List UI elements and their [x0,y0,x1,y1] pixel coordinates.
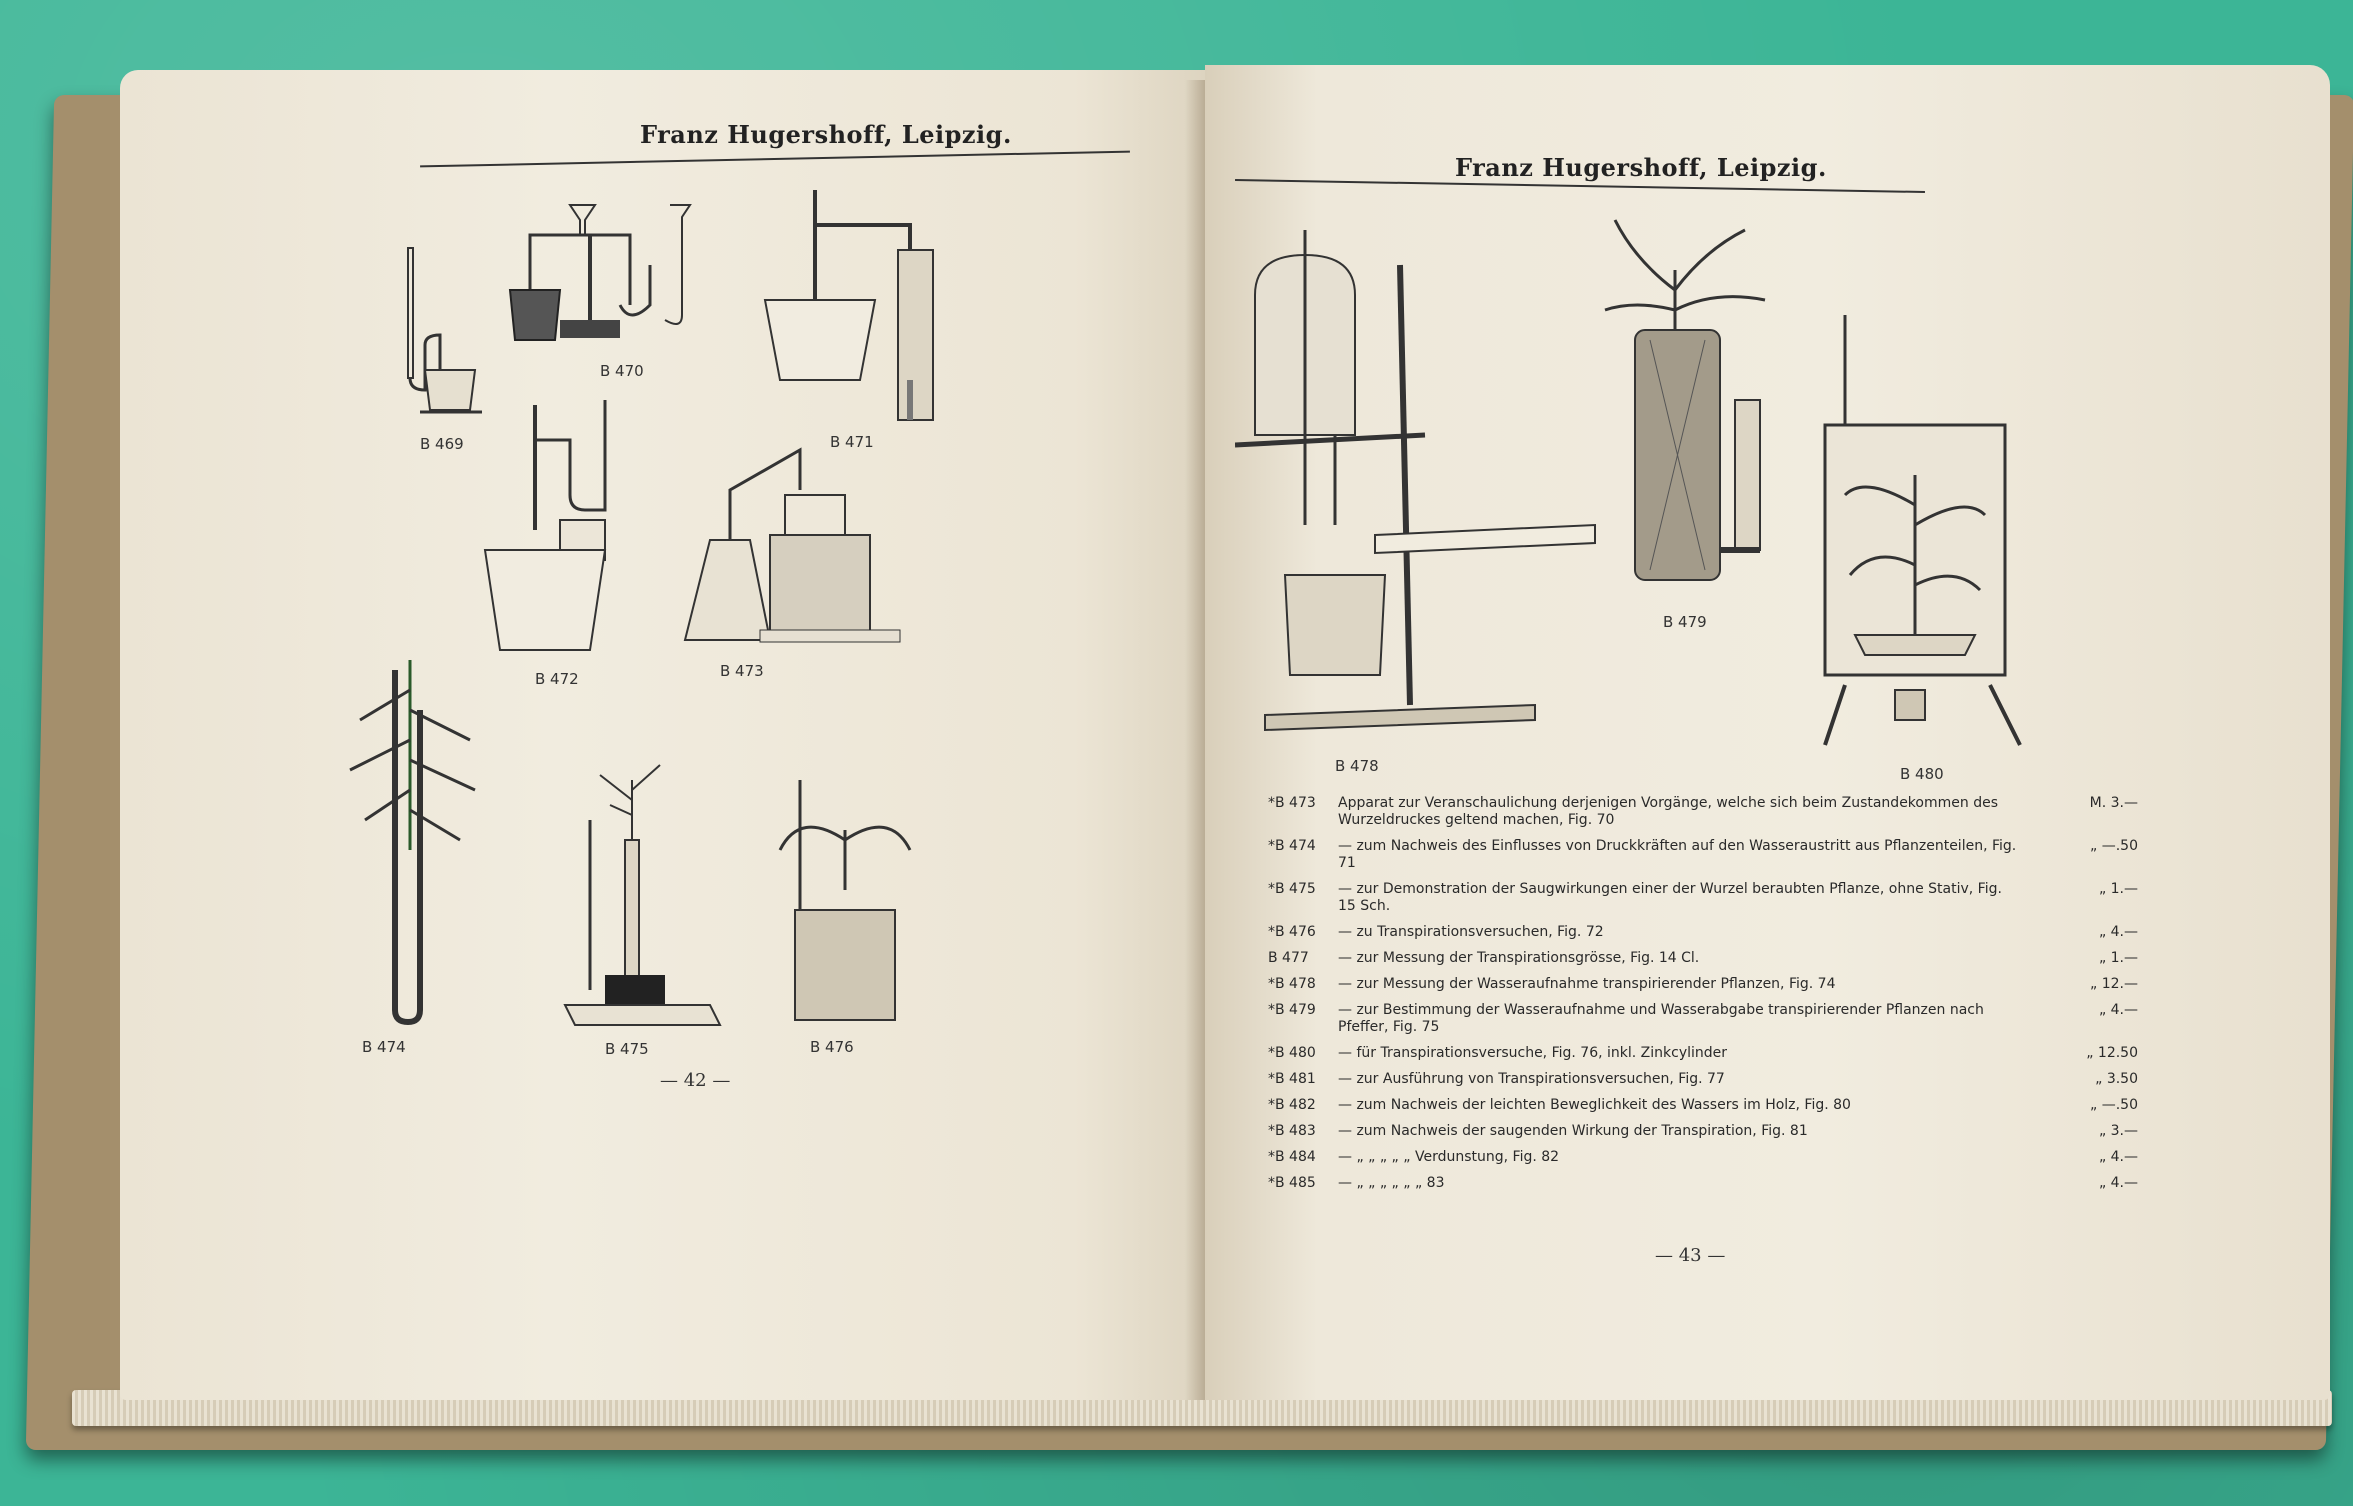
entry-description: Apparat zur Veranschaulichung derjenigen Vorgänge, welche sich beim Zustandekommen des Wurzeldruckes geltend machen, Fig. 70 [1338,795,1998,828]
entry-code: *B 483 [1268,1123,1316,1139]
entry-price: „ 1.— [2098,950,2138,966]
figure-b473-apparatus [670,430,920,650]
entry-description: — zur Ausführung von Transpirationsversuchen, Fig. 77 [1338,1071,1725,1087]
left-page-number: — 42 — [660,1070,731,1091]
left-page-header: Franz Hugershoff, Leipzig. [640,120,1012,149]
catalogue-entry [1268,795,2138,829]
figure-label-b469: B 469 [420,435,464,453]
entry-description: — für Transpirationsversuche, Fig. 76, inkl. Zinkcylinder [1338,1045,1728,1061]
entry-description: — zur Messung der Transpirationsgrösse, Fig. 14 Cl. [1338,950,1700,966]
catalogue-entry [1268,976,2138,993]
entry-description: — zu Transpirationsversuchen, Fig. 72 [1338,924,1604,940]
figure-label-b470: B 470 [600,362,644,380]
entry-description: — zur Demonstration der Saugwirkungen einer der Wurzel beraubten Pflanze, ohne Stativ, Fig. 15 Sch. [1338,881,2002,914]
figure-b474-apparatus [340,650,490,1030]
figure-label-b476: B 476 [810,1038,854,1056]
entry-price: „ 4.— [2098,1175,2138,1191]
entry-price: „ 4.— [2098,1002,2138,1018]
entry-code: *B 479 [1268,1002,1316,1018]
entry-description: — zum Nachweis des Einflusses von Druckkräften auf den Wasseraustritt aus Pflanzenteilen, Fig. 71 [1338,838,2017,871]
figure-b472-apparatus [480,400,650,660]
right-page-number: — 43 — [1655,1245,1726,1266]
entry-price: „ 3.50 [2095,1071,2138,1087]
catalogue-entry [1268,1175,2138,1192]
catalogue-entry [1268,1045,2138,1062]
entry-description: — „ „ „ „ „ „ 83 [1338,1175,1445,1191]
figure-b478-apparatus [1235,225,1615,755]
entry-code: *B 474 [1268,838,1316,854]
figure-label-b479: B 479 [1663,613,1707,631]
left-header-rule [420,151,1130,168]
figure-b469-apparatus [390,240,500,420]
catalogue-entry [1268,924,2138,941]
entry-description: — zum Nachweis der saugenden Wirkung der Transpiration, Fig. 81 [1338,1123,1808,1139]
entry-code: *B 485 [1268,1175,1316,1191]
entry-price: „ 12.— [2090,976,2138,992]
entry-code: *B 476 [1268,924,1316,940]
figure-label-b478: B 478 [1335,757,1379,775]
entry-description: — zum Nachweis der leichten Beweglichkeit des Wassers im Holz, Fig. 80 [1338,1097,1851,1113]
catalogue-entry [1268,1123,2138,1140]
figure-b470-apparatus [500,195,730,355]
entry-code: *B 475 [1268,881,1316,897]
right-page-header: Franz Hugershoff, Leipzig. [1455,153,1827,182]
entry-price: M. 3.— [2089,795,2138,811]
entry-code: B 477 [1268,950,1309,966]
entry-price: „ —.50 [2090,838,2138,854]
catalogue-entry [1268,1097,2138,1114]
entry-price: „ 3.— [2098,1123,2138,1139]
left-page [120,70,1205,1400]
entry-price: „ 4.— [2098,924,2138,940]
figure-label-b480: B 480 [1900,765,1944,783]
entry-code: *B 481 [1268,1071,1316,1087]
figure-label-b475: B 475 [605,1040,649,1058]
figure-label-b473: B 473 [720,662,764,680]
catalogue-entry [1268,881,2138,915]
entry-code: *B 478 [1268,976,1316,992]
figure-label-b472: B 472 [535,670,579,688]
entry-description: — zur Bestimmung der Wasseraufnahme und Wasserabgabe transpirierender Pflanzen nach Pfeffer, Fig. 75 [1338,1002,1984,1035]
catalogue-entry [1268,838,2138,872]
entry-description: — „ „ „ „ „ Verdunstung, Fig. 82 [1338,1149,1560,1165]
figure-b475-apparatus [560,760,730,1030]
entry-price: „ 4.— [2098,1149,2138,1165]
catalogue-entries-list [1268,795,2138,1201]
entry-code: *B 473 [1268,795,1316,811]
entry-price: „ 1.— [2098,881,2138,897]
catalogue-entry [1268,1002,2138,1036]
figure-b471-apparatus [760,180,990,430]
catalogue-entry [1268,1071,2138,1088]
entry-code: *B 482 [1268,1097,1316,1113]
entry-code: *B 484 [1268,1149,1316,1165]
catalogue-entry [1268,1149,2138,1166]
figure-label-b474: B 474 [362,1038,406,1056]
figure-label-b471: B 471 [830,433,874,451]
entry-code: *B 480 [1268,1045,1316,1061]
entry-price: „ —.50 [2090,1097,2138,1113]
entry-price: „ 12.50 [2086,1045,2138,1061]
figure-b476-apparatus [760,770,930,1030]
entry-description: — zur Messung der Wasseraufnahme transpirierender Pflanzen, Fig. 74 [1338,976,1836,992]
catalogue-entry [1268,950,2138,967]
figure-b480-apparatus [1805,305,2085,755]
figure-b479-apparatus [1595,210,1795,610]
